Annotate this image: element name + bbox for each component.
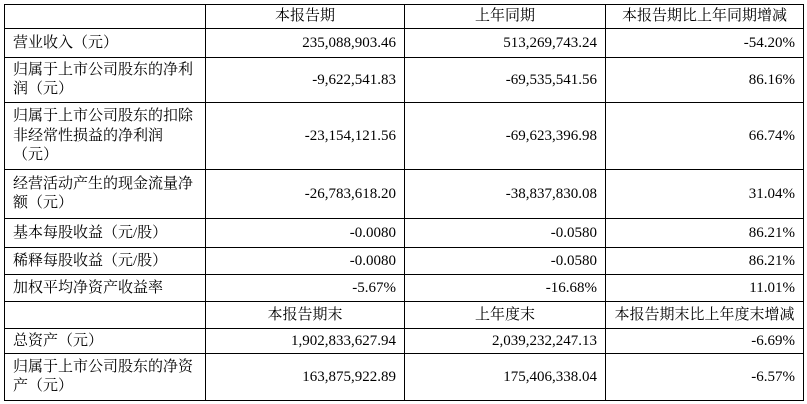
current-period-cell: -23,154,121.56 xyxy=(206,103,405,170)
prior-period-cell: -38,837,830.08 xyxy=(405,170,606,219)
table-row-net-profit xyxy=(5,58,804,103)
prior-period-cell: -0.0580 xyxy=(405,219,606,248)
row-label-cell: 经营活动产生的现金流量净额（元） xyxy=(5,170,206,219)
row-label-cell: 加权平均净资产收益率 xyxy=(5,275,206,302)
change-cell: 86.21% xyxy=(606,219,804,248)
header-prior-year-end: 上年度末 xyxy=(405,302,606,329)
row-label-cell: 稀释每股收益（元/股） xyxy=(5,248,206,275)
current-period-cell: -26,783,618.20 xyxy=(206,170,405,219)
header-blank-cell xyxy=(5,302,206,329)
current-period-cell: -0.0080 xyxy=(206,248,405,275)
current-period-cell: 235,088,903.46 xyxy=(206,29,405,58)
prior-period-cell: -69,535,541.56 xyxy=(405,58,606,103)
period-header-row xyxy=(5,5,804,29)
prior-period-cell: -0.0580 xyxy=(405,248,606,275)
change-cell: 66.74% xyxy=(606,103,804,170)
prior-period-cell: -16.68% xyxy=(405,275,606,302)
change-cell: -54.20% xyxy=(606,29,804,58)
change-cell: 86.16% xyxy=(606,58,804,103)
change-cell: -6.57% xyxy=(606,354,804,401)
row-label-cell: 归属于上市公司股东的扣除非经常性损益的净利润（元） xyxy=(5,103,206,170)
table-row-weighted-avg-roe xyxy=(5,275,804,302)
prior-period-cell: 2,039,232,247.13 xyxy=(405,329,606,354)
header-current-period: 本报告期 xyxy=(206,5,405,29)
prior-period-cell: -69,623,396.98 xyxy=(405,103,606,170)
current-period-cell: 163,875,922.89 xyxy=(206,354,405,401)
current-period-cell: -5.67% xyxy=(206,275,405,302)
current-period-cell: -9,622,541.83 xyxy=(206,58,405,103)
table-row-basic-eps xyxy=(5,219,804,248)
period-end-header-row xyxy=(5,302,804,329)
financial-summary-table xyxy=(4,4,804,401)
change-cell: 11.01% xyxy=(606,275,804,302)
change-cell: -6.69% xyxy=(606,329,804,354)
row-label-cell: 基本每股收益（元/股） xyxy=(5,219,206,248)
table-row-total-assets xyxy=(5,329,804,354)
current-period-cell: 1,902,833,627.94 xyxy=(206,329,405,354)
table-row-net-profit-excl-nonrecurring xyxy=(5,103,804,170)
row-label-cell: 总资产（元） xyxy=(5,329,206,354)
table-row-diluted-eps xyxy=(5,248,804,275)
prior-period-cell: 175,406,338.04 xyxy=(405,354,606,401)
row-label-cell: 营业收入（元） xyxy=(5,29,206,58)
current-period-cell: -0.0080 xyxy=(206,219,405,248)
prior-period-cell: 513,269,743.24 xyxy=(405,29,606,58)
change-cell: 86.21% xyxy=(606,248,804,275)
change-cell: 31.04% xyxy=(606,170,804,219)
header-prior-period: 上年同期 xyxy=(405,5,606,29)
row-label-cell: 归属于上市公司股东的净资产（元） xyxy=(5,354,206,401)
table-row-operating-revenue xyxy=(5,29,804,58)
row-label-cell: 归属于上市公司股东的净利润（元） xyxy=(5,58,206,103)
header-period-change: 本报告期比上年同期增减 xyxy=(606,5,804,29)
header-blank-cell xyxy=(5,5,206,29)
header-period-end: 本报告期末 xyxy=(206,302,405,329)
header-period-end-change: 本报告期末比上年度末增减 xyxy=(606,302,804,329)
table-row-net-assets xyxy=(5,354,804,401)
table-row-operating-cash-flow xyxy=(5,170,804,219)
